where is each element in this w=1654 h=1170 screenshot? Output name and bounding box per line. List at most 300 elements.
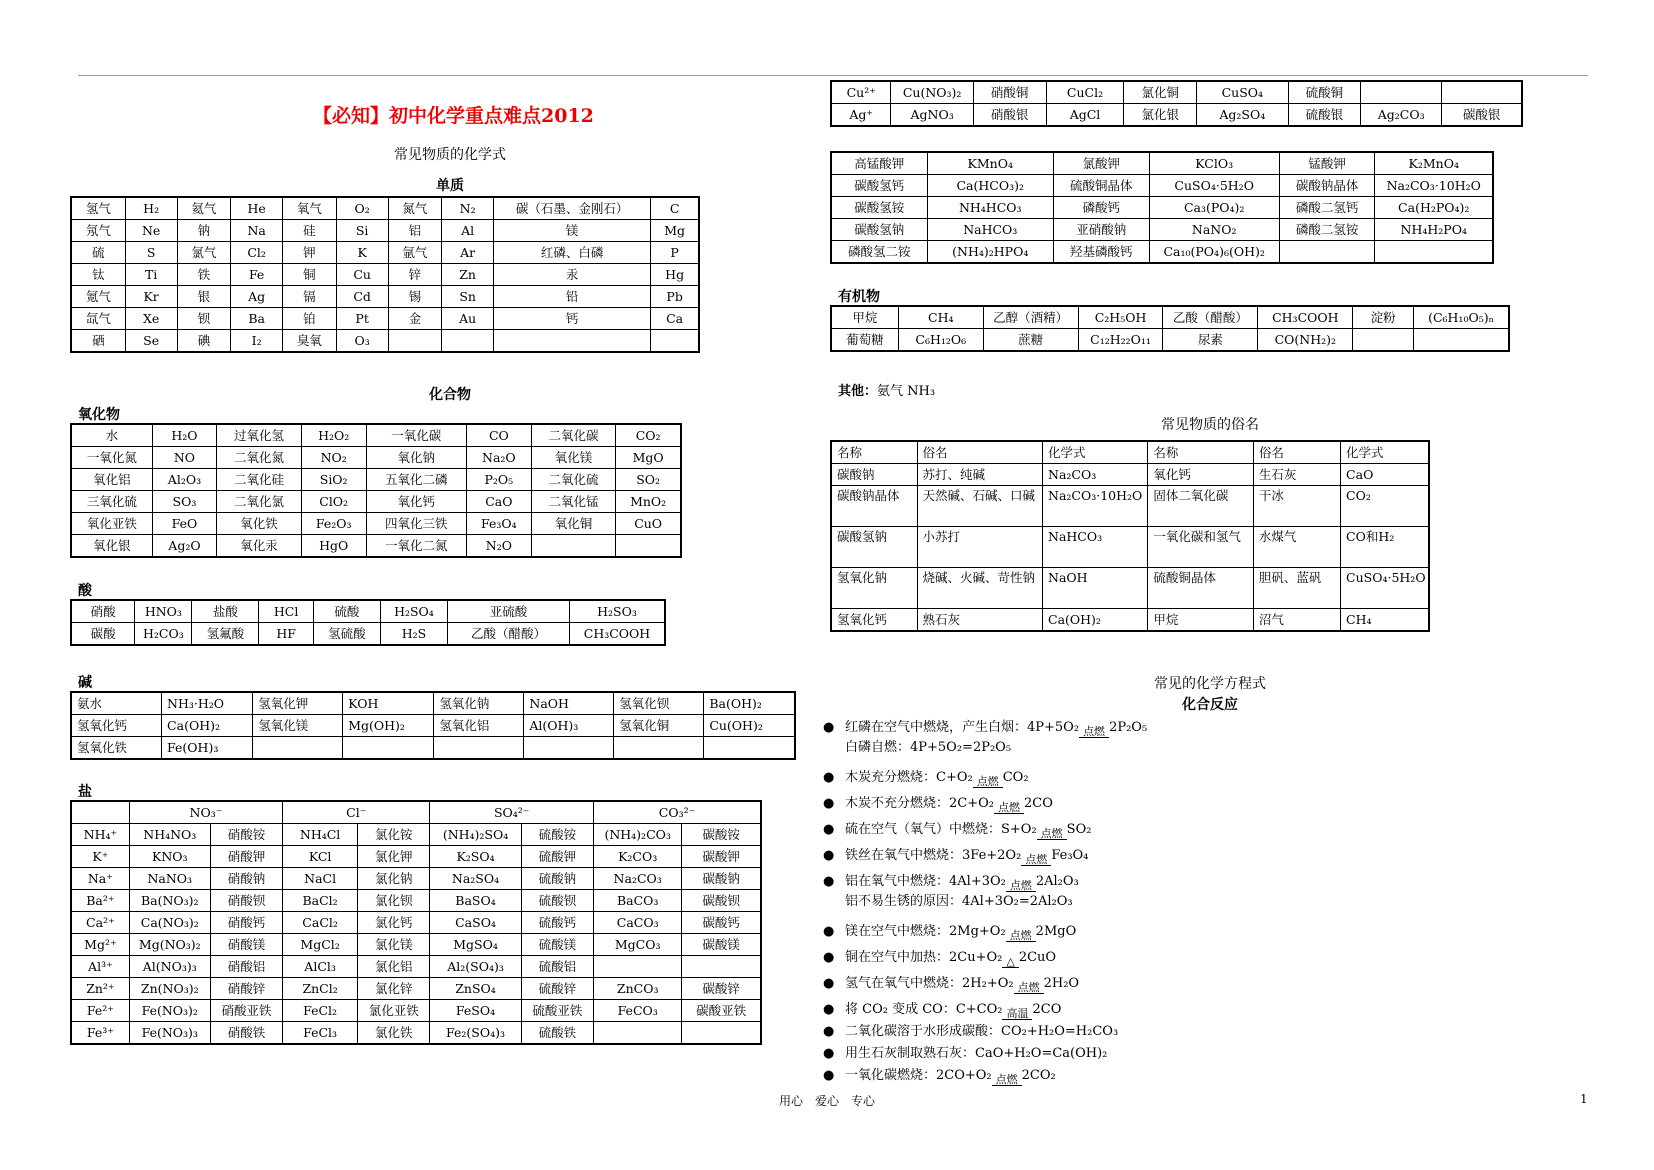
table-row xyxy=(831,609,1429,632)
table-cell: Na xyxy=(231,220,283,242)
table-cell: 尿素 xyxy=(1163,329,1258,352)
table-cell: 氯气 xyxy=(177,242,231,264)
table-cell: 氧化钙 xyxy=(366,491,467,513)
table-cell: 臭氧 xyxy=(283,330,337,353)
table-cell: 硅 xyxy=(283,220,337,242)
table-cell: 天然碱、石碱、口碱 xyxy=(917,486,1043,527)
table-cell: 过氧化氢 xyxy=(217,424,302,447)
table-cell: 硝酸亚铁 xyxy=(210,1000,282,1022)
table-cell xyxy=(616,535,681,558)
table-cell: 碳酸钠 xyxy=(831,464,917,486)
table-cell: P₂O₅ xyxy=(467,469,532,491)
table-row xyxy=(831,464,1429,486)
table-header-row xyxy=(71,801,761,824)
table-cell: CuSO₄·5H₂O xyxy=(1149,175,1279,197)
salts-table xyxy=(70,800,762,1045)
table-row xyxy=(71,491,681,513)
bases-table xyxy=(70,691,796,760)
table-row xyxy=(71,692,795,715)
table-row xyxy=(71,197,699,220)
equation-reactants: 将 CO₂ 变成 CO：C+CO₂ xyxy=(845,1002,1003,1017)
table-cell: 氦气 xyxy=(177,197,231,220)
table-cell: 硫酸钡 xyxy=(521,890,593,912)
equation-item xyxy=(823,718,1148,755)
table-cell: 红磷、白磷 xyxy=(494,242,651,264)
table-cell: KMnO₄ xyxy=(927,152,1053,175)
table-cell: Zn²⁺ xyxy=(71,978,129,1000)
table-cell: NH₄⁺ xyxy=(71,824,129,846)
table-cell: Ba(OH)₂ xyxy=(704,692,795,715)
table-cell: Pb xyxy=(651,286,699,308)
table-cell: 氯化铵 xyxy=(358,824,430,846)
table-cell xyxy=(1353,329,1414,352)
table-cell: 二氧化硫 xyxy=(531,469,616,491)
table-cell: 硝酸铜 xyxy=(973,81,1046,104)
bullet-icon: ● xyxy=(823,1046,835,1061)
table-cell: Mg(OH)₂ xyxy=(343,715,434,737)
table-cell: 碳酸亚铁 xyxy=(682,1000,761,1022)
table-cell: 氧化汞 xyxy=(217,535,302,558)
table-cell: 碳酸钠晶体 xyxy=(831,486,917,527)
table-row xyxy=(831,175,1493,197)
column-header: SO₄²⁻ xyxy=(430,801,594,824)
table-cell: Mg xyxy=(651,220,699,242)
table-cell: 一氧化氮 xyxy=(71,447,152,469)
section-title-common-names: 常见物质的俗名 xyxy=(1161,417,1259,433)
table-cell: NaCl xyxy=(283,868,358,890)
table-cell: Al xyxy=(442,220,494,242)
table-cell: 氯化铁 xyxy=(358,1022,430,1045)
table-cell: 金 xyxy=(388,308,442,330)
table-cell: 二氧化碳 xyxy=(531,424,616,447)
table-cell: 碳酸钡 xyxy=(682,890,761,912)
equation-item xyxy=(823,872,1079,909)
table-cell: Al₂O₃ xyxy=(152,469,217,491)
equation-reactants: 氢气在氧气中燃烧：2H₂+O₂ xyxy=(845,976,1014,991)
table-cell: NaHCO₃ xyxy=(1043,527,1148,568)
table-cell: CH₄ xyxy=(1341,609,1429,632)
bullet-icon: ● xyxy=(823,976,835,991)
table-cell: Na₂SO₄ xyxy=(430,868,521,890)
table-cell: CH₃COOH xyxy=(1258,306,1353,329)
table-cell: HgO xyxy=(301,535,366,558)
equation-item xyxy=(823,820,1092,840)
page-number: 1 xyxy=(1580,1092,1588,1106)
equation-item xyxy=(823,794,1053,814)
table-cell: 硝酸钠 xyxy=(210,868,282,890)
table-cell: 氢氧化铁 xyxy=(71,737,162,760)
table-cell: 碳酸钾 xyxy=(682,846,761,868)
column-header: 俗名 xyxy=(917,441,1043,464)
table-cell: Na⁺ xyxy=(71,868,129,890)
table-cell: 碳酸钙 xyxy=(682,912,761,934)
table-cell: NO xyxy=(152,447,217,469)
column-header: 俗名 xyxy=(1253,441,1340,464)
table-cell: H₂ xyxy=(125,197,177,220)
table-cell: 硫酸镁 xyxy=(521,934,593,956)
table-cell: CaO xyxy=(467,491,532,513)
other-label: 其他： xyxy=(838,384,878,399)
table-cell: 硫酸铝 xyxy=(521,956,593,978)
table-cell: FeCl₃ xyxy=(283,1022,358,1045)
table-cell: 氯化镁 xyxy=(358,934,430,956)
table-cell: Mg²⁺ xyxy=(71,934,129,956)
table-cell: Ag⁺ xyxy=(831,104,891,127)
table-cell: 硫酸铁 xyxy=(521,1022,593,1045)
table-cell xyxy=(1361,81,1442,104)
acids-table xyxy=(70,599,666,646)
table-cell: ZnSO₄ xyxy=(430,978,521,1000)
table-cell: ZnCO₃ xyxy=(593,978,681,1000)
table-cell xyxy=(343,737,434,760)
table-cell: FeO xyxy=(152,513,217,535)
table-cell: 锡 xyxy=(388,286,442,308)
table-cell: Ca(HCO₃)₂ xyxy=(927,175,1053,197)
table-cell: 乙酸（醋酸） xyxy=(1163,306,1258,329)
table-cell: 锌 xyxy=(388,264,442,286)
table-cell: 硫酸铵 xyxy=(521,824,593,846)
table-cell: 氯化锌 xyxy=(358,978,430,1000)
table-cell xyxy=(651,330,699,353)
heading-combination: 化合反应 xyxy=(1182,697,1238,713)
table-cell: 硫酸钾 xyxy=(521,846,593,868)
table-cell: 碳酸氢铵 xyxy=(831,197,927,219)
table-cell: 铁 xyxy=(177,264,231,286)
table-cell: K₂MnO₄ xyxy=(1375,152,1493,175)
table-cell: CaCO₃ xyxy=(593,912,681,934)
table-cell: 水 xyxy=(71,424,152,447)
table-cell: 氯化亚铁 xyxy=(358,1000,430,1022)
table-cell: Fe₂O₃ xyxy=(301,513,366,535)
table-cell: Fe₂(SO₄)₃ xyxy=(430,1022,521,1045)
table-cell: Sn xyxy=(442,286,494,308)
equation-reactants: 红磷在空气中燃烧，产生白烟：4P+5O₂ xyxy=(845,720,1080,735)
table-cell: 碳酸钠 xyxy=(682,868,761,890)
table-row xyxy=(71,737,795,760)
table-cell: O₂ xyxy=(336,197,388,220)
table-cell: Fe²⁺ xyxy=(71,1000,129,1022)
table-cell: 氪气 xyxy=(71,286,125,308)
table-row xyxy=(71,1000,761,1022)
table-row xyxy=(831,152,1493,175)
table-cell: 氢氧化铜 xyxy=(614,715,704,737)
table-cell: 氧化钙 xyxy=(1148,464,1254,486)
table-cell: CH₃COOH xyxy=(569,623,665,646)
table-cell: 氯化铝 xyxy=(358,956,430,978)
table-cell: 二氧化氮 xyxy=(217,447,302,469)
table-cell: 碳酸 xyxy=(71,623,135,646)
table-cell: NaOH xyxy=(1043,568,1148,609)
table-cell: 一氧化碳 xyxy=(366,424,467,447)
table-cell: 胆矾、蓝矾 xyxy=(1253,568,1340,609)
table-cell: 硝酸铁 xyxy=(210,1022,282,1045)
table-cell: 羟基磷酸钙 xyxy=(1053,241,1149,264)
reaction-condition: △ xyxy=(1002,956,1018,968)
table-cell: BaCO₃ xyxy=(593,890,681,912)
table-cell: 碳酸钠晶体 xyxy=(1279,175,1375,197)
table-cell: 氢氧化镁 xyxy=(253,715,343,737)
table-cell: (NH₄)₂HPO₄ xyxy=(927,241,1053,264)
table-row xyxy=(831,306,1509,329)
table-cell xyxy=(593,1022,681,1045)
table-cell: 汞 xyxy=(494,264,651,286)
table-cell: 氧化钠 xyxy=(366,447,467,469)
column-header: 化学式 xyxy=(1043,441,1148,464)
table-cell: 氯化铜 xyxy=(1124,81,1197,104)
equation-products: SO₂ xyxy=(1066,822,1092,837)
table-cell xyxy=(1414,329,1509,352)
page-title: 【必知】初中化学重点难点2012 xyxy=(313,105,594,127)
table-cell: 二氧化硅 xyxy=(217,469,302,491)
table-cell xyxy=(442,330,494,353)
salts-table-continued xyxy=(830,80,1523,127)
table-row xyxy=(831,329,1509,352)
equation-note: 白磷自燃：4P+5O₂=2P₂O₅ xyxy=(845,740,1012,755)
table-cell: AgCl xyxy=(1046,104,1124,127)
table-cell xyxy=(494,330,651,353)
table-cell: H₂CO₃ xyxy=(135,623,192,646)
table-cell: Ba(NO₃)₂ xyxy=(129,890,210,912)
equation-products: 2MgO xyxy=(1035,924,1077,939)
table-row xyxy=(71,868,761,890)
table-cell: Al(NO₃)₃ xyxy=(129,956,210,978)
table-cell: 锰酸钾 xyxy=(1279,152,1375,175)
table-cell: P xyxy=(651,242,699,264)
common-names-table xyxy=(830,440,1430,632)
table-cell: 干冰 xyxy=(1253,486,1340,527)
table-cell: 甲烷 xyxy=(1148,609,1254,632)
table-cell: Al₂(SO₄)₃ xyxy=(430,956,521,978)
table-cell: 氢氧化钡 xyxy=(614,692,704,715)
table-cell: 氢氧化钠 xyxy=(434,692,524,715)
table-row xyxy=(71,934,761,956)
bullet-icon: ● xyxy=(823,822,835,837)
equation-products: 2CO₂ xyxy=(1021,1068,1056,1083)
table-cell: Ba xyxy=(231,308,283,330)
table-cell: 氧化银 xyxy=(71,535,152,558)
table-row xyxy=(71,242,699,264)
table-cell: 沼气 xyxy=(1253,609,1340,632)
equation-item xyxy=(823,1066,1056,1086)
equation-item xyxy=(823,922,1077,942)
table-cell: 磷酸二氢钙 xyxy=(1279,197,1375,219)
table-cell: MgCl₂ xyxy=(283,934,358,956)
reaction-condition: 高温 xyxy=(1002,1008,1032,1020)
table-cell: FeCO₃ xyxy=(593,1000,681,1022)
table-cell: 钙 xyxy=(494,308,651,330)
table-cell: Ne xyxy=(125,220,177,242)
table-cell: NH₄H₂PO₄ xyxy=(1375,219,1493,241)
table-cell: ClO₂ xyxy=(301,491,366,513)
column-header xyxy=(71,801,129,824)
table-cell: FeCl₂ xyxy=(283,1000,358,1022)
heading-base: 碱 xyxy=(78,675,92,691)
table-cell: Na₂CO₃ xyxy=(593,868,681,890)
equation-products: Fe₃O₄ xyxy=(1051,848,1089,863)
table-cell: 氖气 xyxy=(71,220,125,242)
table-cell: 苏打、纯碱 xyxy=(917,464,1043,486)
equation-item xyxy=(823,974,1080,994)
table-cell: Ag₂O xyxy=(152,535,217,558)
table-row xyxy=(831,81,1522,104)
table-cell: CuCl₂ xyxy=(1046,81,1124,104)
table-cell: 氙气 xyxy=(71,308,125,330)
table-row xyxy=(71,308,699,330)
table-cell: KOH xyxy=(343,692,434,715)
table-cell: NaHCO₃ xyxy=(927,219,1053,241)
table-cell: MgCO₃ xyxy=(593,934,681,956)
table-cell: (NH₄)₂CO₃ xyxy=(593,824,681,846)
equation-reactants: 铁丝在氧气中燃烧：3Fe+2O₂ xyxy=(845,848,1022,863)
table-cell: 硫酸银 xyxy=(1288,104,1361,127)
table-cell: NaOH xyxy=(524,692,614,715)
table-cell: Al³⁺ xyxy=(71,956,129,978)
table-cell: Hg xyxy=(651,264,699,286)
table-cell: CO₂ xyxy=(616,424,681,447)
table-cell: 氧气 xyxy=(283,197,337,220)
table-cell: 碘 xyxy=(177,330,231,353)
equation-reactants: 硫在空气（氧气）中燃烧：S+O₂ xyxy=(845,822,1037,837)
table-cell: 碳酸氢钠 xyxy=(831,219,927,241)
table-cell: 硝酸铝 xyxy=(210,956,282,978)
table-cell: 碳（石墨、金刚石） xyxy=(494,197,651,220)
table-cell: 亚硫酸 xyxy=(448,600,570,623)
table-cell: 硝酸铵 xyxy=(210,824,282,846)
table-cell: 铅 xyxy=(494,286,651,308)
table-cell: 铝 xyxy=(388,220,442,242)
table-cell: C xyxy=(651,197,699,220)
table-cell: MnO₂ xyxy=(616,491,681,513)
table-row xyxy=(71,220,699,242)
table-row xyxy=(71,1022,761,1045)
table-cell xyxy=(253,737,343,760)
table-cell xyxy=(682,1022,761,1045)
table-cell: 钡 xyxy=(177,308,231,330)
equation-item xyxy=(823,768,1029,788)
table-cell: CO₂ xyxy=(1341,486,1429,527)
table-cell: 乙酸（醋酸） xyxy=(448,623,570,646)
table-cell: 乙醇（酒精） xyxy=(983,306,1078,329)
table-row xyxy=(831,568,1429,609)
table-cell: CuSO₄ xyxy=(1197,81,1288,104)
bullet-icon: ● xyxy=(823,950,835,965)
table-cell: 铂 xyxy=(283,308,337,330)
table-cell: 氢氧化铝 xyxy=(434,715,524,737)
table-cell: Cu(NO₃)₂ xyxy=(891,81,973,104)
table-row xyxy=(71,513,681,535)
table-cell: 碳酸氢钠 xyxy=(831,527,917,568)
table-row xyxy=(71,715,795,737)
table-cell: 生石灰 xyxy=(1253,464,1340,486)
table-cell: 氧化铜 xyxy=(531,513,616,535)
equation-reactants: 铜在空气中加热：2Cu+O₂ xyxy=(845,950,1003,965)
table-cell: AgNO₃ xyxy=(891,104,973,127)
table-cell: 银 xyxy=(177,286,231,308)
table-cell: 高锰酸钾 xyxy=(831,152,927,175)
table-cell: K xyxy=(336,242,388,264)
oxides-table xyxy=(70,423,682,558)
table-cell xyxy=(524,737,614,760)
table-cell: SO₃ xyxy=(152,491,217,513)
equation-products: CO₂ xyxy=(1002,770,1029,785)
table-cell: 钠 xyxy=(177,220,231,242)
table-cell: SiO₂ xyxy=(301,469,366,491)
table-cell: Au xyxy=(442,308,494,330)
table-cell: 钛 xyxy=(71,264,125,286)
reaction-condition: 点燃 xyxy=(992,1074,1022,1086)
table-cell: Fe(NO₃)₃ xyxy=(129,1022,210,1045)
table-cell: 蔗糖 xyxy=(983,329,1078,352)
table-cell xyxy=(388,330,442,353)
table-cell xyxy=(434,737,524,760)
table-row xyxy=(71,286,699,308)
table-cell: 硝酸银 xyxy=(973,104,1046,127)
table-cell: Na₂O xyxy=(467,447,532,469)
table-cell: 四氧化三铁 xyxy=(366,513,467,535)
table-cell: 碳酸氢钙 xyxy=(831,175,927,197)
table-cell: NH₄HCO₃ xyxy=(927,197,1053,219)
table-cell: 硝酸镁 xyxy=(210,934,282,956)
organic-table xyxy=(830,305,1510,352)
table-cell: Si xyxy=(336,220,388,242)
table-cell: 氯酸钾 xyxy=(1053,152,1149,175)
table-cell: 氢氧化钙 xyxy=(71,715,162,737)
table-cell: 氢氟酸 xyxy=(192,623,259,646)
table-cell: 淀粉 xyxy=(1353,306,1414,329)
table-cell: 镁 xyxy=(494,220,651,242)
reaction-condition: 点燃 xyxy=(1006,880,1036,892)
table-cell: (NH₄)₂SO₄ xyxy=(430,824,521,846)
table-cell: 氧化铁 xyxy=(217,513,302,535)
table-cell: 硝酸钾 xyxy=(210,846,282,868)
equation-reactants: 用生石灰制取熟石灰：CaO+H₂O=Ca(OH)₂ xyxy=(845,1046,1108,1061)
table-cell: BaSO₄ xyxy=(430,890,521,912)
table-cell: 氢气 xyxy=(71,197,125,220)
equation-products: 2P₂O₅ xyxy=(1109,720,1148,735)
table-cell: 氯化钙 xyxy=(358,912,430,934)
table-cell: MgO xyxy=(616,447,681,469)
table-cell: 一氧化碳和氢气 xyxy=(1148,527,1254,568)
equation-reactants: 镁在空气中燃烧：2Mg+O₂ xyxy=(845,924,1006,939)
table-cell: Na₂CO₃·10H₂O xyxy=(1043,486,1148,527)
bullet-icon: ● xyxy=(823,848,835,863)
table-cell: Ag₂CO₃ xyxy=(1361,104,1442,127)
table-cell: 二氧化锰 xyxy=(531,491,616,513)
table-cell: HNO₃ xyxy=(135,600,192,623)
table-cell xyxy=(614,737,704,760)
table-cell: (C₆H₁₀O₅)ₙ xyxy=(1414,306,1509,329)
table-cell: 氢氧化钠 xyxy=(831,568,917,609)
table-cell: 硫酸钙 xyxy=(521,912,593,934)
reaction-condition: 点燃 xyxy=(1014,982,1044,994)
table-cell: KClO₃ xyxy=(1149,152,1279,175)
reaction-condition: 点燃 xyxy=(1006,930,1036,942)
table-cell xyxy=(1279,241,1375,264)
table-cell: 三氧化硫 xyxy=(71,491,152,513)
table-cell: AlCl₃ xyxy=(283,956,358,978)
heading-compound: 化合物 xyxy=(429,387,471,403)
table-cell: 氢硫酸 xyxy=(314,623,381,646)
table-row xyxy=(71,978,761,1000)
equation-item xyxy=(823,846,1089,866)
table-cell: H₂S xyxy=(380,623,447,646)
table-cell: C₁₂H₂₂O₁₁ xyxy=(1078,329,1163,352)
table-cell: I₂ xyxy=(231,330,283,353)
bullet-icon: ● xyxy=(823,720,835,735)
table-row xyxy=(831,241,1493,264)
table-cell: 氧化铝 xyxy=(71,469,152,491)
table-cell xyxy=(531,535,616,558)
